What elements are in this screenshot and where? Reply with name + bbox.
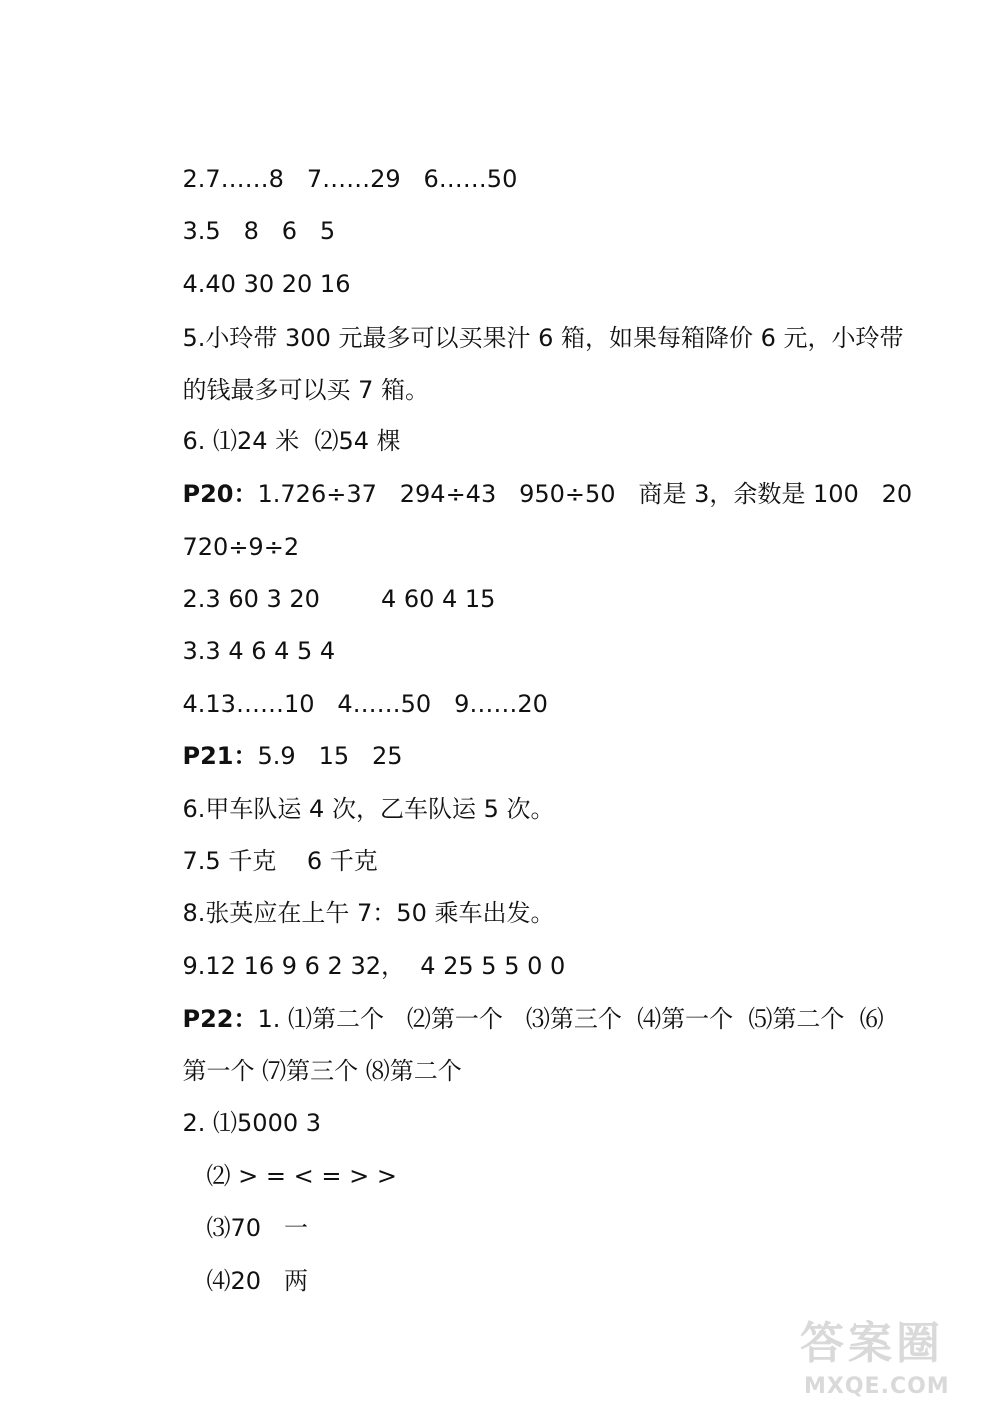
- line-text: 2. ⑴5000 3: [182, 1109, 322, 1137]
- line-text: 4.13……10 4……50 9……20: [182, 690, 548, 718]
- page-label: P22：: [182, 1005, 258, 1033]
- line-text: 2.7……8 7……29 6……50: [182, 165, 518, 193]
- line-text: 6.甲车队运 4 次，乙车队运 5 次。: [182, 795, 555, 823]
- line-text: 第一个 ⑺第三个 ⑻第二个: [182, 1057, 462, 1085]
- watermark-logo: 答案圈: [800, 1318, 944, 1369]
- line-text: 8.张英应在上午 7：50 乘车出发。: [182, 899, 555, 927]
- line-text: ⑷20 两: [206, 1267, 308, 1295]
- line-text: 7.5 千克 6 千克: [182, 847, 378, 875]
- line-text: ⑶70 一: [206, 1214, 308, 1242]
- line-text: 9.12 16 9 6 2 32， 4 25 5 5 0 0: [182, 952, 566, 980]
- page-label: P21：: [182, 742, 258, 770]
- line-text: 2.3 60 3 20 4 60 4 15: [182, 585, 496, 613]
- line-text: 6. ⑴24 米 ⑵54 棵: [182, 427, 401, 455]
- line-text: ⑵ > = < = > >: [206, 1162, 397, 1190]
- line-text: 4.40 30 20 16: [182, 270, 351, 298]
- watermark-url: MXQE.COM: [804, 1374, 950, 1399]
- line-text: 1. ⑴第二个 ⑵第一个 ⑶第三个 ⑷第一个 ⑸第二个 ⑹: [257, 1005, 884, 1033]
- watermark: [800, 1318, 980, 1408]
- line-text: 720÷9÷2: [182, 533, 300, 561]
- answer-line-22: [176, 1236, 308, 1326]
- line-text: 3.5 8 6 5: [182, 217, 336, 245]
- line-text: 3.3 4 6 4 5 4: [182, 637, 336, 665]
- page-label: P20：: [182, 480, 258, 508]
- line-text: 的钱最多可以买 7 箱。: [182, 376, 430, 404]
- line-text: 5.小玲带 300 元最多可以买果汁 6 箱，如果每箱降价 6 元，小玲带: [182, 324, 904, 352]
- line-text: 1.726÷37 294÷43 950÷50 商是 3，余数是 100 20: [257, 480, 913, 508]
- line-text: 5.9 15 25: [257, 742, 403, 770]
